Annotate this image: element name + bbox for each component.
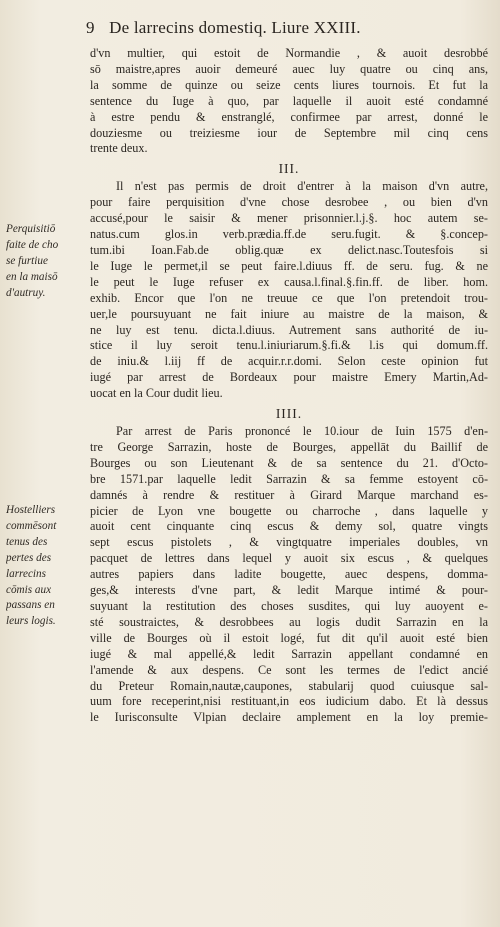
page-number: 9 bbox=[86, 18, 95, 37]
text-line: exhib. Encor que l'on ne treuue ce que l'on pretendoit trou- bbox=[90, 290, 488, 305]
margin-note-perquisition bbox=[6, 222, 88, 302]
text-line: sté soustraictes, & desrobbees au logis dudit Sarrazin en la bbox=[90, 614, 488, 629]
text-line: tum.ibi Ioan.Fab.de oblig.quæ ex delict.nasc.Toutesfois si bbox=[90, 242, 488, 257]
margin-note-line: pertes des bbox=[6, 551, 52, 564]
paragraph-normandie bbox=[90, 46, 488, 157]
text-line: uer,le poursuyuant ne fait iniure au maistre de la maison, & bbox=[90, 306, 488, 321]
text-line: damnés à rendre & restituer à Girard Marque marchand es- bbox=[90, 487, 488, 502]
section-heading-3: III. bbox=[278, 161, 300, 177]
text-line: ne luy est tenu. dicta.l.diuus. Autrement sans authorité de iu- bbox=[90, 322, 488, 337]
text-line: picier de Lyon vne bougette ou charroche , dans laquelle y bbox=[90, 503, 488, 518]
text-line: trente deux. bbox=[90, 141, 148, 156]
text-line: de iniu.& l.iij ff de acquir.r.r.domi. Selon ceste opinion fut bbox=[90, 354, 488, 369]
text-line: ville de Bourges où il estoit logé, fut dit qu'il auoit esté bien bbox=[90, 630, 488, 645]
text-line: douziesme ou treiziesme iour de Septembre mil cinq cens bbox=[90, 125, 488, 140]
text-line: stice il luy seroit tenu.l.iniuriarum.§.fi.& l.is qui domum.ff. bbox=[90, 338, 488, 353]
text-line: sentence du Iuge à quo, par laquelle il auoit esté condamné bbox=[90, 93, 488, 108]
text-line: bre 1571.par laquelle ledit Sarrazin & sa femme estoyent cō- bbox=[90, 471, 488, 486]
running-title: De larrecins domestiq. Liure XXIII. bbox=[109, 18, 361, 37]
text-line: iugé & mal appellé,& ledit Sarrazin appellant condamné en bbox=[90, 646, 488, 661]
text-line: pacquet de lettres dans lequel y auoit six escus , & quelques bbox=[90, 551, 488, 566]
margin-note-line: leurs logis. bbox=[6, 615, 56, 628]
text-line: auoit cent cinquante cinq escus & demy sol, quatre vingts bbox=[90, 519, 488, 534]
text-line: sept escus pistolets , & vingtquatre imperiales doubles, vn bbox=[90, 535, 488, 550]
text-line: du Preteur Romain,nautæ,caupones, stabularij quod cuiusque sal- bbox=[90, 678, 488, 693]
margin-note-line: cōmis aux bbox=[6, 583, 52, 596]
margin-note-line: Hostelliers bbox=[6, 504, 56, 516]
text-line: d'vn multier, qui estoit de Normandie , & auoit desrobbé bbox=[90, 46, 488, 60]
main-text bbox=[90, 46, 488, 726]
text-line: à estre pendu & enstranglé, confirmee par arrest, donné le bbox=[90, 109, 488, 124]
margin-note-line: en la maisō bbox=[6, 270, 58, 283]
paragraph-perquisition bbox=[90, 179, 488, 402]
margin-note-line: Perquisitiō bbox=[6, 223, 56, 235]
margin-note-line: faite de cho bbox=[6, 238, 59, 251]
margin-note-line: larrecins bbox=[6, 567, 46, 580]
text-line: autres papiers dans ladite bougette, auec despens, domma- bbox=[90, 567, 488, 582]
text-line: Bourges ou son Lieutenant & de sa sentence du 21. d'Octo- bbox=[90, 455, 488, 470]
margin-note-line: commēsont bbox=[6, 519, 57, 532]
text-line: l'amende & aux despens. Ce sont les termes de l'edict ancié bbox=[90, 662, 488, 677]
margin-note-line: passans en bbox=[6, 599, 55, 612]
text-line: accusé,pour le saisir & mener prisonnier.l.j.§. hoc autem se- bbox=[90, 211, 488, 226]
text-line: tre George Sarrazin, hoste de Bourges, appellāt du Baillif de bbox=[90, 439, 488, 454]
margin-note-line: d'autruy. bbox=[6, 286, 46, 299]
text-line: sō maistre,apres auoir demeuré auec luy quatre ou cinq ans, bbox=[90, 61, 488, 76]
text-line: le Iurisconsulte Vlpian declaire amplement en la loy premie- bbox=[90, 710, 488, 725]
text-line: uum fore receperint,nisi restituant,in eos iudicium dabo. Et là dessus bbox=[90, 694, 488, 709]
text-line: la somme de quinze ou seize cents liures tournois. Et fut la bbox=[90, 77, 488, 92]
section-heading-4: IIII. bbox=[275, 406, 303, 422]
text-line: suyuant la restitution des choses susdites, qui luy auoyent e- bbox=[90, 599, 488, 613]
margin-note-line: tenus des bbox=[6, 535, 48, 548]
text-line: le peut le Iuge refuser ex causa.l.final.§.fin.ff. de liber. hom. bbox=[90, 274, 488, 289]
text-line: iugé par arrest de Bordeaux pour maistre Emery Martin,Ad- bbox=[90, 370, 488, 385]
running-header bbox=[86, 18, 484, 38]
text-line: Par arrest de Paris prononcé le 10.iour de Iuin 1575 d'en- bbox=[116, 424, 488, 439]
text-line: natus.cum glos.in verb.prædia.ff.de seru.fugit. & §.concep- bbox=[90, 227, 488, 242]
text-line: Il n'est pas permis de droit d'entrer à la maison d'vn autre, bbox=[116, 179, 488, 194]
text-line: pour faire perquisition d'vne chose desrobee , ou bien d'vn bbox=[90, 195, 488, 210]
text-line: uocat en la Cour dudit lieu. bbox=[90, 386, 223, 401]
text-line: le Iuge le permet,il se peut faire.l.diuus ff. de seru. fug. & ne bbox=[90, 258, 488, 273]
paragraph-hostelliers bbox=[90, 424, 488, 726]
text-line: ges,& interests d'vne part, & ledit Marque intimé & pour- bbox=[90, 583, 488, 598]
margin-note-hostelliers bbox=[6, 503, 88, 630]
margin-note-line: se furtiue bbox=[6, 254, 48, 267]
